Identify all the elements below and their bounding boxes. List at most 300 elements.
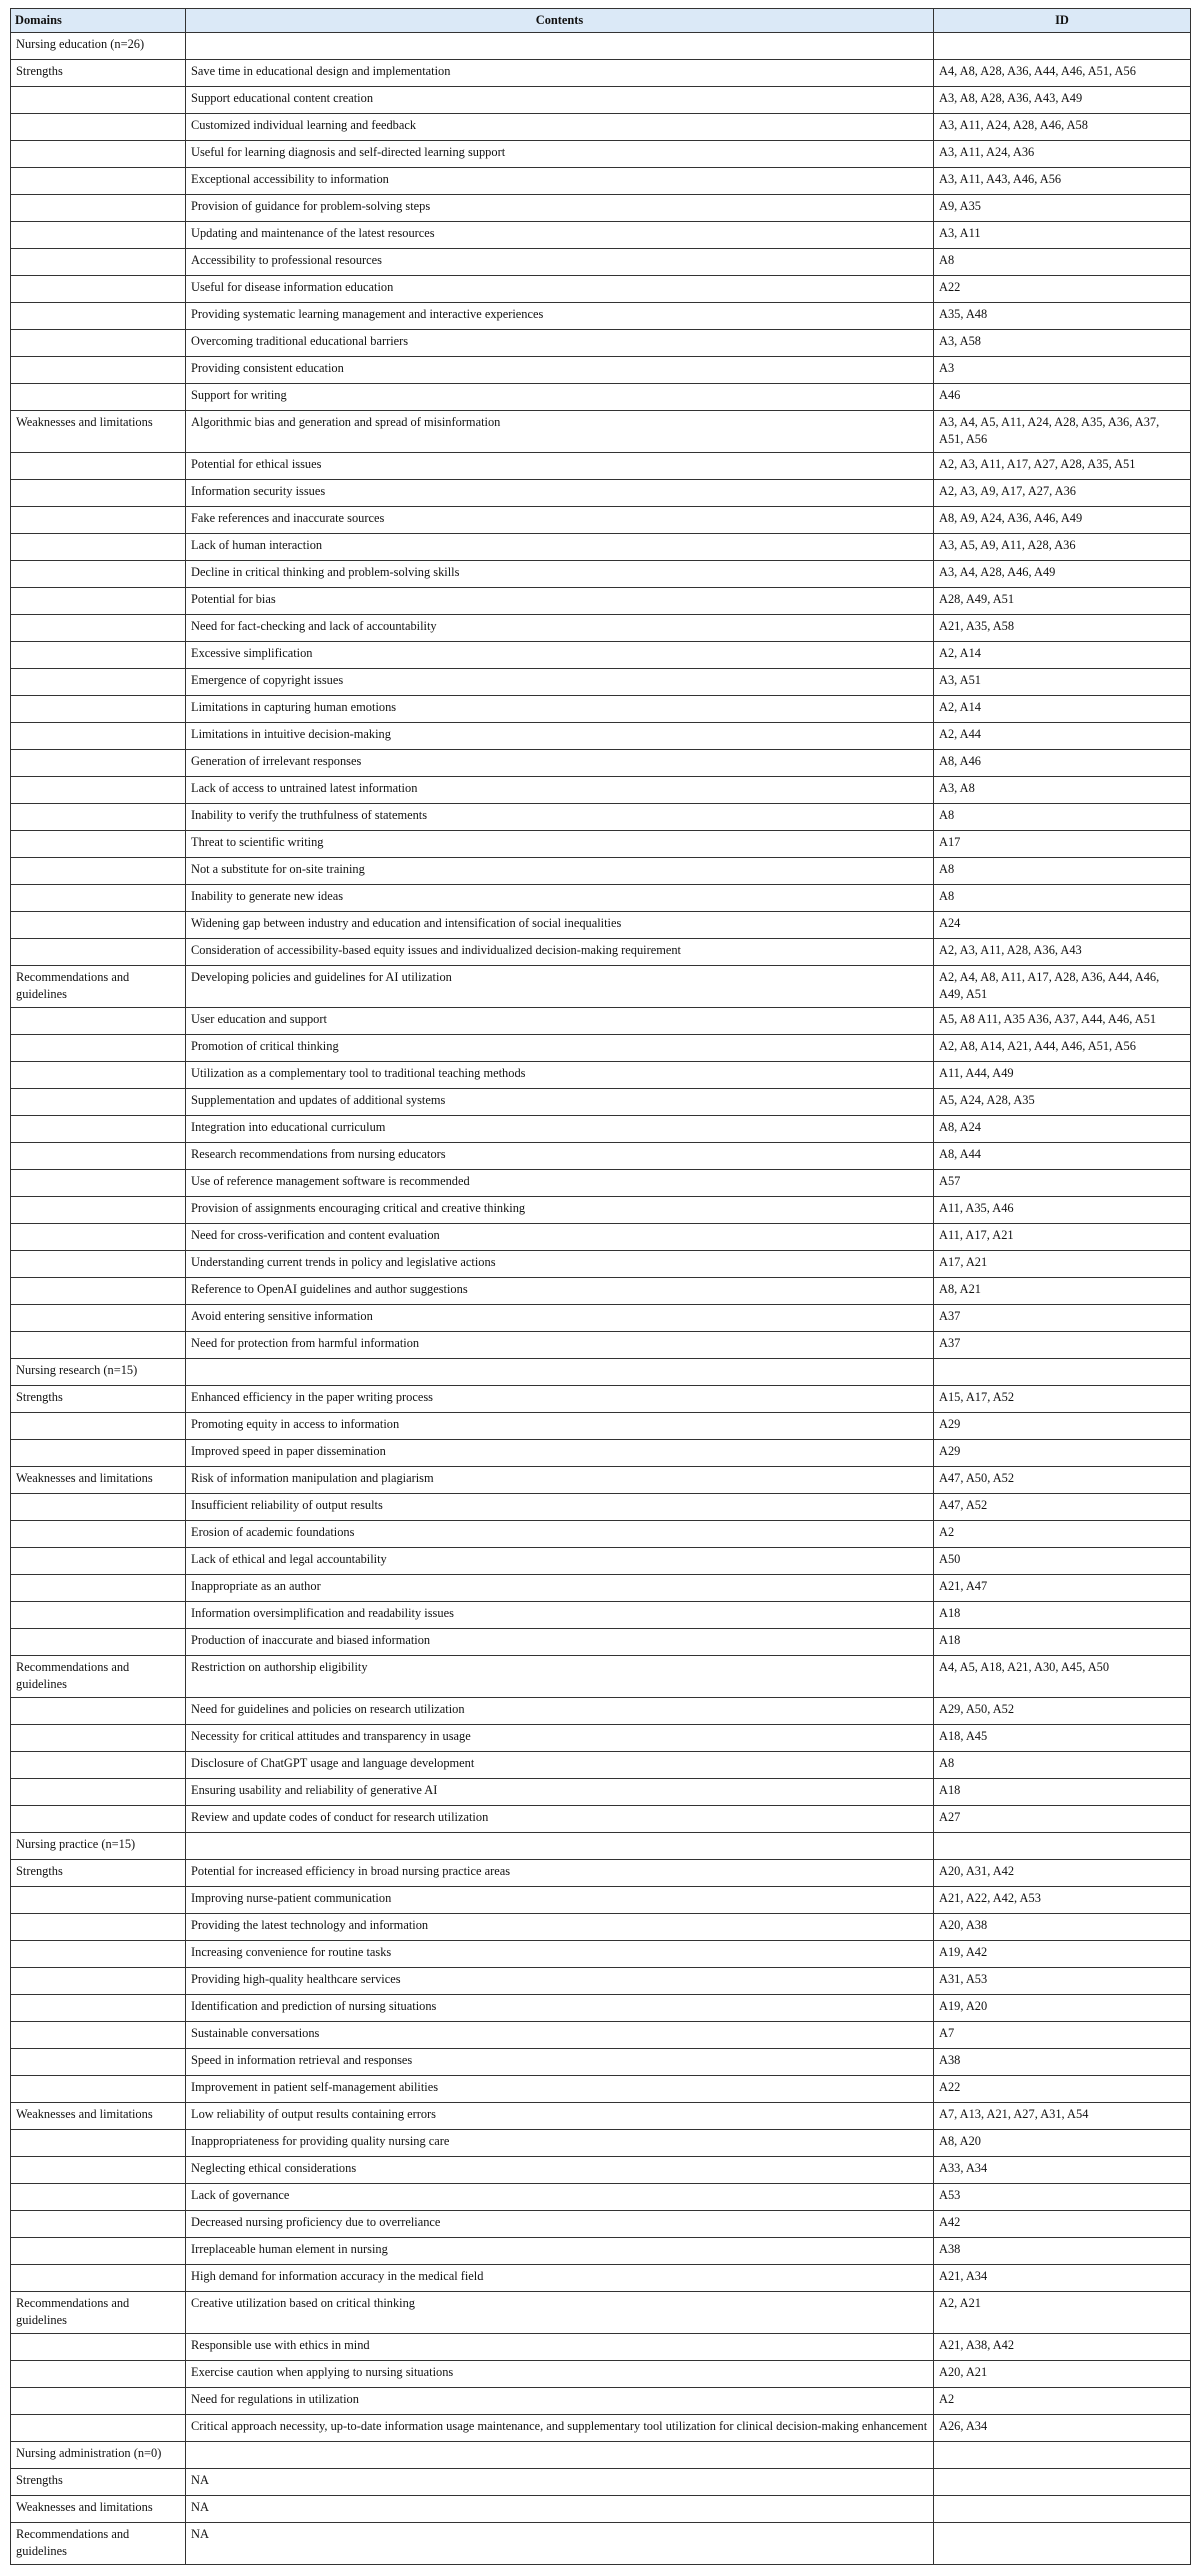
domain-cell (11, 2184, 186, 2211)
table-header (11, 9, 1191, 33)
id-cell: A8 (934, 858, 1191, 885)
id-cell: A22 (934, 276, 1191, 303)
content-cell: Enhanced efficiency in the paper writing process (186, 1386, 934, 1413)
domain-cell (11, 939, 186, 966)
table-row (11, 588, 1191, 615)
table-row (11, 276, 1191, 303)
id-cell (934, 2469, 1191, 2496)
domain-cell (11, 114, 186, 141)
id-cell (934, 1359, 1191, 1386)
domain-cell: Strengths (11, 2469, 186, 2496)
table-row (11, 2334, 1191, 2361)
table-row (11, 723, 1191, 750)
domain-cell (11, 87, 186, 114)
content-cell: Promoting equity in access to information (186, 1413, 934, 1440)
id-cell: A8, A24 (934, 1116, 1191, 1143)
content-cell: Providing consistent education (186, 357, 934, 384)
table-row (11, 642, 1191, 669)
id-cell: A35, A48 (934, 303, 1191, 330)
content-cell: Identification and prediction of nursing situations (186, 1995, 934, 2022)
content-cell: NA (186, 2469, 934, 2496)
content-cell: Irreplaceable human element in nursing (186, 2238, 934, 2265)
table-row (11, 1197, 1191, 1224)
id-cell: A3, A11, A24, A36 (934, 141, 1191, 168)
content-cell: Avoid entering sensitive information (186, 1305, 934, 1332)
content-cell: Information oversimplification and readability issues (186, 1602, 934, 1629)
domain-cell (11, 1008, 186, 1035)
domain-cell (11, 2415, 186, 2442)
domain-cell (11, 1224, 186, 1251)
table-row (11, 1521, 1191, 1548)
domain-cell (11, 1170, 186, 1197)
table-row (11, 222, 1191, 249)
id-cell: A17 (934, 831, 1191, 858)
table-row (11, 777, 1191, 804)
id-cell: A21, A47 (934, 1575, 1191, 1602)
content-cell: Understanding current trends in policy and legislative actions (186, 1251, 934, 1278)
id-cell: A38 (934, 2049, 1191, 2076)
id-cell: A3, A11, A24, A28, A46, A58 (934, 114, 1191, 141)
id-cell: A21, A22, A42, A53 (934, 1887, 1191, 1914)
content-cell: Providing high-quality healthcare services (186, 1968, 934, 1995)
domain-cell (11, 1278, 186, 1305)
domain-cell (11, 858, 186, 885)
content-cell: Consideration of accessibility-based equity issues and individualized decision-making requirement (186, 939, 934, 966)
id-cell: A11, A17, A21 (934, 1224, 1191, 1251)
content-cell: Use of reference management software is recommended (186, 1170, 934, 1197)
domain-cell (11, 2265, 186, 2292)
id-cell: A24 (934, 912, 1191, 939)
content-cell: Need for fact-checking and lack of accountability (186, 615, 934, 642)
table-row (11, 1995, 1191, 2022)
id-cell: A20, A31, A42 (934, 1860, 1191, 1887)
domain-cell (11, 642, 186, 669)
content-cell (186, 1833, 934, 1860)
review-table (10, 8, 1191, 2565)
table-row (11, 2211, 1191, 2238)
table-row (11, 480, 1191, 507)
content-cell: Need for protection from harmful information (186, 1332, 934, 1359)
content-cell: Insufficient reliability of output results (186, 1494, 934, 1521)
content-cell (186, 1359, 934, 1386)
header-id: ID (934, 9, 1191, 33)
id-cell: A22 (934, 2076, 1191, 2103)
id-cell (934, 2523, 1191, 2565)
id-cell: A20, A38 (934, 1914, 1191, 1941)
id-cell: A9, A35 (934, 195, 1191, 222)
domain-cell: Recommendations and guidelines (11, 2292, 186, 2334)
domain-cell: Nursing administration (n=0) (11, 2442, 186, 2469)
domain-cell (11, 777, 186, 804)
content-cell: Increasing convenience for routine tasks (186, 1941, 934, 1968)
id-cell (934, 1833, 1191, 1860)
content-cell: Need for cross-verification and content evaluation (186, 1224, 934, 1251)
domain-cell (11, 1197, 186, 1224)
domain-cell: Nursing research (n=15) (11, 1359, 186, 1386)
domain-cell: Recommendations and guidelines (11, 2523, 186, 2565)
content-cell (186, 33, 934, 60)
domain-cell (11, 1494, 186, 1521)
domain-cell (11, 588, 186, 615)
content-cell: Generation of irrelevant responses (186, 750, 934, 777)
id-cell: A3, A8 (934, 777, 1191, 804)
id-cell: A46 (934, 384, 1191, 411)
table-row (11, 1305, 1191, 1332)
domain-cell (11, 2157, 186, 2184)
content-cell: Improvement in patient self-management abilities (186, 2076, 934, 2103)
content-cell: Exceptional accessibility to information (186, 168, 934, 195)
domain-cell (11, 276, 186, 303)
id-cell: A8, A9, A24, A36, A46, A49 (934, 507, 1191, 534)
id-cell: A18, A45 (934, 1725, 1191, 1752)
id-cell (934, 2442, 1191, 2469)
id-cell: A47, A50, A52 (934, 1467, 1191, 1494)
domain-cell: Strengths (11, 1386, 186, 1413)
content-cell: Fake references and inaccurate sources (186, 507, 934, 534)
table-row (11, 2184, 1191, 2211)
id-cell: A2, A3, A11, A17, A27, A28, A35, A51 (934, 453, 1191, 480)
table-row (11, 2022, 1191, 2049)
content-cell: Useful for disease information education (186, 276, 934, 303)
table-row (11, 669, 1191, 696)
table-row (11, 696, 1191, 723)
content-cell: NA (186, 2523, 934, 2565)
content-cell: Providing systematic learning management and interactive experiences (186, 303, 934, 330)
domain-cell (11, 1995, 186, 2022)
table-row (11, 1602, 1191, 1629)
domain-cell (11, 615, 186, 642)
id-cell: A15, A17, A52 (934, 1386, 1191, 1413)
domain-cell (11, 723, 186, 750)
content-cell: Necessity for critical attitudes and transparency in usage (186, 1725, 934, 1752)
table-row (11, 2523, 1191, 2565)
domain-cell (11, 2334, 186, 2361)
id-cell: A17, A21 (934, 1251, 1191, 1278)
id-cell: A18 (934, 1602, 1191, 1629)
domain-cell (11, 1779, 186, 1806)
table-row (11, 303, 1191, 330)
content-cell: Inability to generate new ideas (186, 885, 934, 912)
id-cell: A47, A52 (934, 1494, 1191, 1521)
domain-cell (11, 249, 186, 276)
domain-cell (11, 480, 186, 507)
content-cell: Speed in information retrieval and responses (186, 2049, 934, 2076)
domain-cell (11, 384, 186, 411)
content-cell: Threat to scientific writing (186, 831, 934, 858)
id-cell: A8, A20 (934, 2130, 1191, 2157)
domain-cell (11, 669, 186, 696)
table-row (11, 1887, 1191, 1914)
content-cell: Creative utilization based on critical thinking (186, 2292, 934, 2334)
content-cell: Inability to verify the truthfulness of statements (186, 804, 934, 831)
content-cell: Improved speed in paper dissemination (186, 1440, 934, 1467)
content-cell (186, 2442, 934, 2469)
domain-cell: Weaknesses and limitations (11, 1467, 186, 1494)
table-row (11, 357, 1191, 384)
table-row (11, 411, 1191, 453)
header-domains: Domains (11, 9, 186, 33)
table-row (11, 1224, 1191, 1251)
domain-cell (11, 831, 186, 858)
domain-cell (11, 141, 186, 168)
content-cell: Accessibility to professional resources (186, 249, 934, 276)
header-row (11, 9, 1191, 33)
table-row (11, 2388, 1191, 2415)
content-cell: Decreased nursing proficiency due to overreliance (186, 2211, 934, 2238)
domain-cell (11, 1116, 186, 1143)
id-cell: A29 (934, 1440, 1191, 1467)
id-cell: A38 (934, 2238, 1191, 2265)
content-cell: Excessive simplification (186, 642, 934, 669)
id-cell: A2, A21 (934, 2292, 1191, 2334)
domain-cell (11, 168, 186, 195)
id-cell: A2, A4, A8, A11, A17, A28, A36, A44, A46, A49, A51 (934, 966, 1191, 1008)
id-cell: A27 (934, 1806, 1191, 1833)
content-cell: Limitations in capturing human emotions (186, 696, 934, 723)
table-row (11, 615, 1191, 642)
content-cell: NA (186, 2496, 934, 2523)
id-cell: A3, A51 (934, 669, 1191, 696)
domain-cell: Recommendations and guidelines (11, 966, 186, 1008)
id-cell: A26, A34 (934, 2415, 1191, 2442)
content-cell: Limitations in intuitive decision-making (186, 723, 934, 750)
domain-cell (11, 1914, 186, 1941)
domain-cell (11, 561, 186, 588)
content-cell: Useful for learning diagnosis and self-directed learning support (186, 141, 934, 168)
domain-cell (11, 1941, 186, 1968)
content-cell: Provision of assignments encouraging critical and creative thinking (186, 1197, 934, 1224)
table-row (11, 1494, 1191, 1521)
id-cell: A42 (934, 2211, 1191, 2238)
table-row (11, 2103, 1191, 2130)
table-row (11, 1752, 1191, 1779)
table-row (11, 1116, 1191, 1143)
table-row (11, 858, 1191, 885)
table-row (11, 507, 1191, 534)
table-row (11, 1386, 1191, 1413)
content-cell: Not a substitute for on-site training (186, 858, 934, 885)
content-cell: Review and update codes of conduct for research utilization (186, 1806, 934, 1833)
id-cell: A33, A34 (934, 2157, 1191, 2184)
table-row (11, 561, 1191, 588)
content-cell: Inappropriateness for providing quality nursing care (186, 2130, 934, 2157)
table-row (11, 1440, 1191, 1467)
id-cell: A8 (934, 885, 1191, 912)
table-row (11, 1914, 1191, 1941)
id-cell: A2 (934, 2388, 1191, 2415)
domain-cell (11, 1752, 186, 1779)
id-cell: A3, A4, A5, A11, A24, A28, A35, A36, A37, A51, A56 (934, 411, 1191, 453)
table-row (11, 1629, 1191, 1656)
id-cell: A2, A44 (934, 723, 1191, 750)
domain-cell (11, 696, 186, 723)
domain-cell (11, 885, 186, 912)
domain-cell (11, 1575, 186, 1602)
content-cell: Support for writing (186, 384, 934, 411)
table-row (11, 87, 1191, 114)
table-row (11, 1779, 1191, 1806)
id-cell: A3, A11, A43, A46, A56 (934, 168, 1191, 195)
id-cell: A2, A14 (934, 696, 1191, 723)
table-row (11, 804, 1191, 831)
id-cell: A3, A5, A9, A11, A28, A36 (934, 534, 1191, 561)
domain-cell: Nursing practice (n=15) (11, 1833, 186, 1860)
content-cell: Algorithmic bias and generation and spread of misinformation (186, 411, 934, 453)
table-row (11, 114, 1191, 141)
domain-cell (11, 2361, 186, 2388)
id-cell: A11, A35, A46 (934, 1197, 1191, 1224)
id-cell: A8, A44 (934, 1143, 1191, 1170)
id-cell: A57 (934, 1170, 1191, 1197)
content-cell: Updating and maintenance of the latest resources (186, 222, 934, 249)
content-cell: Production of inaccurate and biased information (186, 1629, 934, 1656)
domain-cell (11, 2238, 186, 2265)
domain-cell (11, 1413, 186, 1440)
domain-cell (11, 1521, 186, 1548)
table-row (11, 2496, 1191, 2523)
content-cell: Low reliability of output results containing errors (186, 2103, 934, 2130)
domain-cell (11, 1629, 186, 1656)
content-cell: Support educational content creation (186, 87, 934, 114)
table-row (11, 1035, 1191, 1062)
id-cell: A18 (934, 1779, 1191, 1806)
content-cell: Disclosure of ChatGPT usage and language development (186, 1752, 934, 1779)
domain-cell (11, 330, 186, 357)
id-cell: A2, A3, A9, A17, A27, A36 (934, 480, 1191, 507)
content-cell: Customized individual learning and feedback (186, 114, 934, 141)
id-cell: A20, A21 (934, 2361, 1191, 2388)
table-row (11, 1062, 1191, 1089)
content-cell: Emergence of copyright issues (186, 669, 934, 696)
content-cell: Need for regulations in utilization (186, 2388, 934, 2415)
domain-cell: Nursing education (n=26) (11, 33, 186, 60)
id-cell: A28, A49, A51 (934, 588, 1191, 615)
table-row (11, 1833, 1191, 1860)
content-cell: Restriction on authorship eligibility (186, 1656, 934, 1698)
content-cell: Reference to OpenAI guidelines and author suggestions (186, 1278, 934, 1305)
domain-cell: Recommendations and guidelines (11, 1656, 186, 1698)
id-cell: A37 (934, 1332, 1191, 1359)
content-cell: Lack of access to untrained latest information (186, 777, 934, 804)
content-cell: Potential for bias (186, 588, 934, 615)
id-cell: A21, A38, A42 (934, 2334, 1191, 2361)
content-cell: Providing the latest technology and information (186, 1914, 934, 1941)
domain-cell: Strengths (11, 1860, 186, 1887)
table-row (11, 384, 1191, 411)
table-row (11, 1008, 1191, 1035)
id-cell: A2, A14 (934, 642, 1191, 669)
domain-cell (11, 2388, 186, 2415)
domain-cell (11, 1089, 186, 1116)
table-row (11, 1467, 1191, 1494)
domain-cell (11, 1305, 186, 1332)
id-cell: A11, A44, A49 (934, 1062, 1191, 1089)
header-contents: Contents (186, 9, 934, 33)
domain-cell (11, 507, 186, 534)
id-cell (934, 33, 1191, 60)
id-cell: A29 (934, 1413, 1191, 1440)
content-cell: Neglecting ethical considerations (186, 2157, 934, 2184)
table-row (11, 1089, 1191, 1116)
domain-cell (11, 357, 186, 384)
id-cell: A5, A8 A11, A35 A36, A37, A44, A46, A51 (934, 1008, 1191, 1035)
id-cell: A18 (934, 1629, 1191, 1656)
id-cell: A3 (934, 357, 1191, 384)
id-cell: A31, A53 (934, 1968, 1191, 1995)
content-cell: Supplementation and updates of additional systems (186, 1089, 934, 1116)
content-cell: High demand for information accuracy in the medical field (186, 2265, 934, 2292)
table-row (11, 1806, 1191, 1833)
domain-cell (11, 1602, 186, 1629)
domain-cell (11, 1062, 186, 1089)
domain-cell (11, 2049, 186, 2076)
domain-cell (11, 750, 186, 777)
table-row (11, 60, 1191, 87)
id-cell: A3, A4, A28, A46, A49 (934, 561, 1191, 588)
domain-cell (11, 1332, 186, 1359)
table-row (11, 1698, 1191, 1725)
id-cell: A2, A3, A11, A28, A36, A43 (934, 939, 1191, 966)
table-body (11, 33, 1191, 2565)
table-row (11, 1170, 1191, 1197)
table-row (11, 453, 1191, 480)
domain-cell (11, 1548, 186, 1575)
table-row (11, 1413, 1191, 1440)
domain-cell: Weaknesses and limitations (11, 411, 186, 453)
domain-cell (11, 1143, 186, 1170)
table-row (11, 1968, 1191, 1995)
domain-cell (11, 1035, 186, 1062)
table-row (11, 2076, 1191, 2103)
domain-cell (11, 1440, 186, 1467)
content-cell: Lack of governance (186, 2184, 934, 2211)
domain-cell (11, 534, 186, 561)
table-row (11, 1251, 1191, 1278)
content-cell: Ensuring usability and reliability of generative AI (186, 1779, 934, 1806)
table-row (11, 168, 1191, 195)
id-cell: A21, A35, A58 (934, 615, 1191, 642)
table-row (11, 1278, 1191, 1305)
id-cell: A3, A8, A28, A36, A43, A49 (934, 87, 1191, 114)
content-cell: Decline in critical thinking and problem-solving skills (186, 561, 934, 588)
table-row (11, 2238, 1191, 2265)
domain-cell: Weaknesses and limitations (11, 2496, 186, 2523)
content-cell: User education and support (186, 1008, 934, 1035)
table-row (11, 912, 1191, 939)
table-row (11, 2415, 1191, 2442)
domain-cell (11, 2022, 186, 2049)
id-cell: A19, A42 (934, 1941, 1191, 1968)
table-row (11, 2265, 1191, 2292)
content-cell: Critical approach necessity, up-to-date information usage maintenance, and supplementary tool utilization for clinical decision-making enhancement (186, 2415, 934, 2442)
table-row (11, 1143, 1191, 1170)
domain-cell (11, 1806, 186, 1833)
table-row (11, 2130, 1191, 2157)
id-cell: A19, A20 (934, 1995, 1191, 2022)
id-cell: A29, A50, A52 (934, 1698, 1191, 1725)
content-cell: Improving nurse-patient communication (186, 1887, 934, 1914)
content-cell: Exercise caution when applying to nursing situations (186, 2361, 934, 2388)
content-cell: Provision of guidance for problem-solving steps (186, 195, 934, 222)
table-row (11, 939, 1191, 966)
content-cell: Lack of ethical and legal accountability (186, 1548, 934, 1575)
domain-cell (11, 222, 186, 249)
table-row (11, 2157, 1191, 2184)
domain-cell: Strengths (11, 60, 186, 87)
table-row (11, 1725, 1191, 1752)
table-row (11, 195, 1191, 222)
id-cell: A8 (934, 1752, 1191, 1779)
